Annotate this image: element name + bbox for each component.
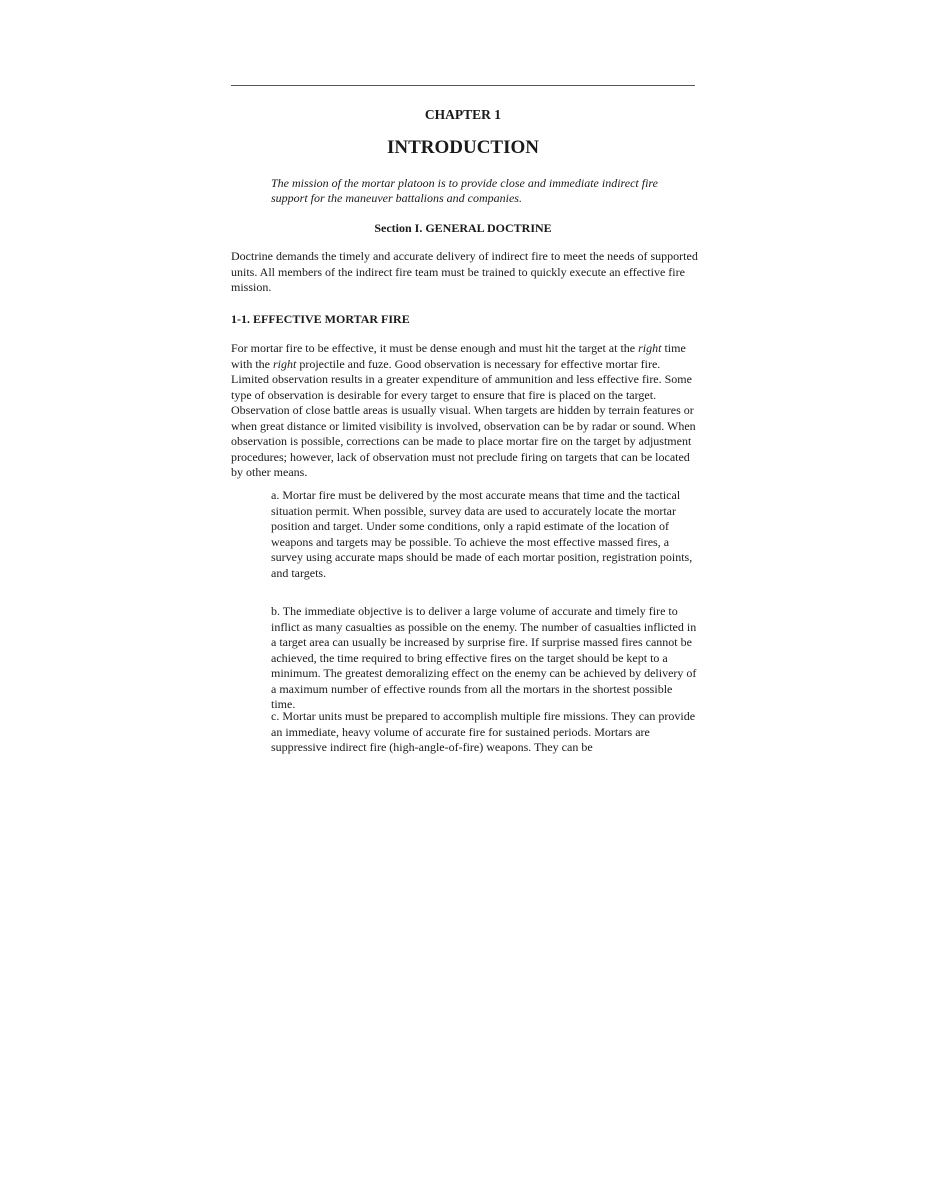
effective-fire-text-2: time with the	[231, 341, 686, 371]
mission-statement: The mission of the mortar platoon is to provide close and immediate indirect fire support for the maneuver battalions and companies.	[271, 176, 658, 205]
emphasis-right-1: right	[638, 341, 662, 355]
header-rule	[231, 85, 695, 86]
effective-fire-text-1: For mortar fire to be effective, it must be dense enough and must hit the target at the	[231, 341, 639, 355]
section-heading: Section I. GENERAL DOCTRINE	[374, 221, 552, 235]
effective-fire-paragraph	[231, 341, 699, 481]
paragraph-b: b. The immediate objective is to deliver a large volume of accurate and timely fire to inflict as many casualties as possible on the enemy. The number of casualties inflicted in a target area can usually be increased by surprise fire. If surprise massed fires cannot be achieved, the time required to bring effective fires on the target should be kept to a minimum. The greatest demoralizing effect on the enemy can be achieved by delivery of a maximum number of effective rounds from all the mortars in the shortest possible time.	[271, 604, 697, 711]
doctrine-paragraph: Doctrine demands the timely and accurate delivery of indirect fire to meet the needs of supported units. All members of the indirect fire team must be trained to quickly execute an effective fire mission.	[231, 249, 698, 294]
emphasis-right-2: right	[273, 356, 297, 371]
paragraph-a: a. Mortar fire must be delivered by the most accurate means that time and the tactical situation permit. When possible, survey data are used to accurately locate the mortar position and target. Under some conditions, only a rapid estimate of the location of weapons and targets may be possible. To achieve the most effective massed fires, a survey using accurate maps should be made of each mortar position, registration points, and targets.	[271, 488, 693, 580]
paragraph-c: c. Mortar units must be prepared to accomplish multiple fire missions. They can provide an immediate, heavy volume of accurate fire for sustained periods. Mortars are suppressive indirect fire (high-angle-of-fire) weapons. They can be	[271, 709, 696, 754]
subsection-heading: 1-1. EFFECTIVE MORTAR FIRE	[231, 312, 410, 326]
chapter-label: CHAPTER 1	[424, 107, 502, 122]
chapter-title: INTRODUCTION	[386, 137, 540, 158]
effective-fire-text-3: projectile and fuze. Good observation is necessary for effective mortar fire. Limited observation results in a greater expenditure of ammunition and less effective fire. Some type of observation is desirable for every target to ensure that fire is placed on the target. Observation of close battle areas is usually visual. When targets are hidden by terrain features or when great distance or limited visibility is involved, observation can be by radar or sound. When observation is possible, corrections can be made to place mortar fire on the target by adjustment procedures; however, lack of observation must not preclude firing on targets that can be located by other means.	[231, 356, 696, 479]
